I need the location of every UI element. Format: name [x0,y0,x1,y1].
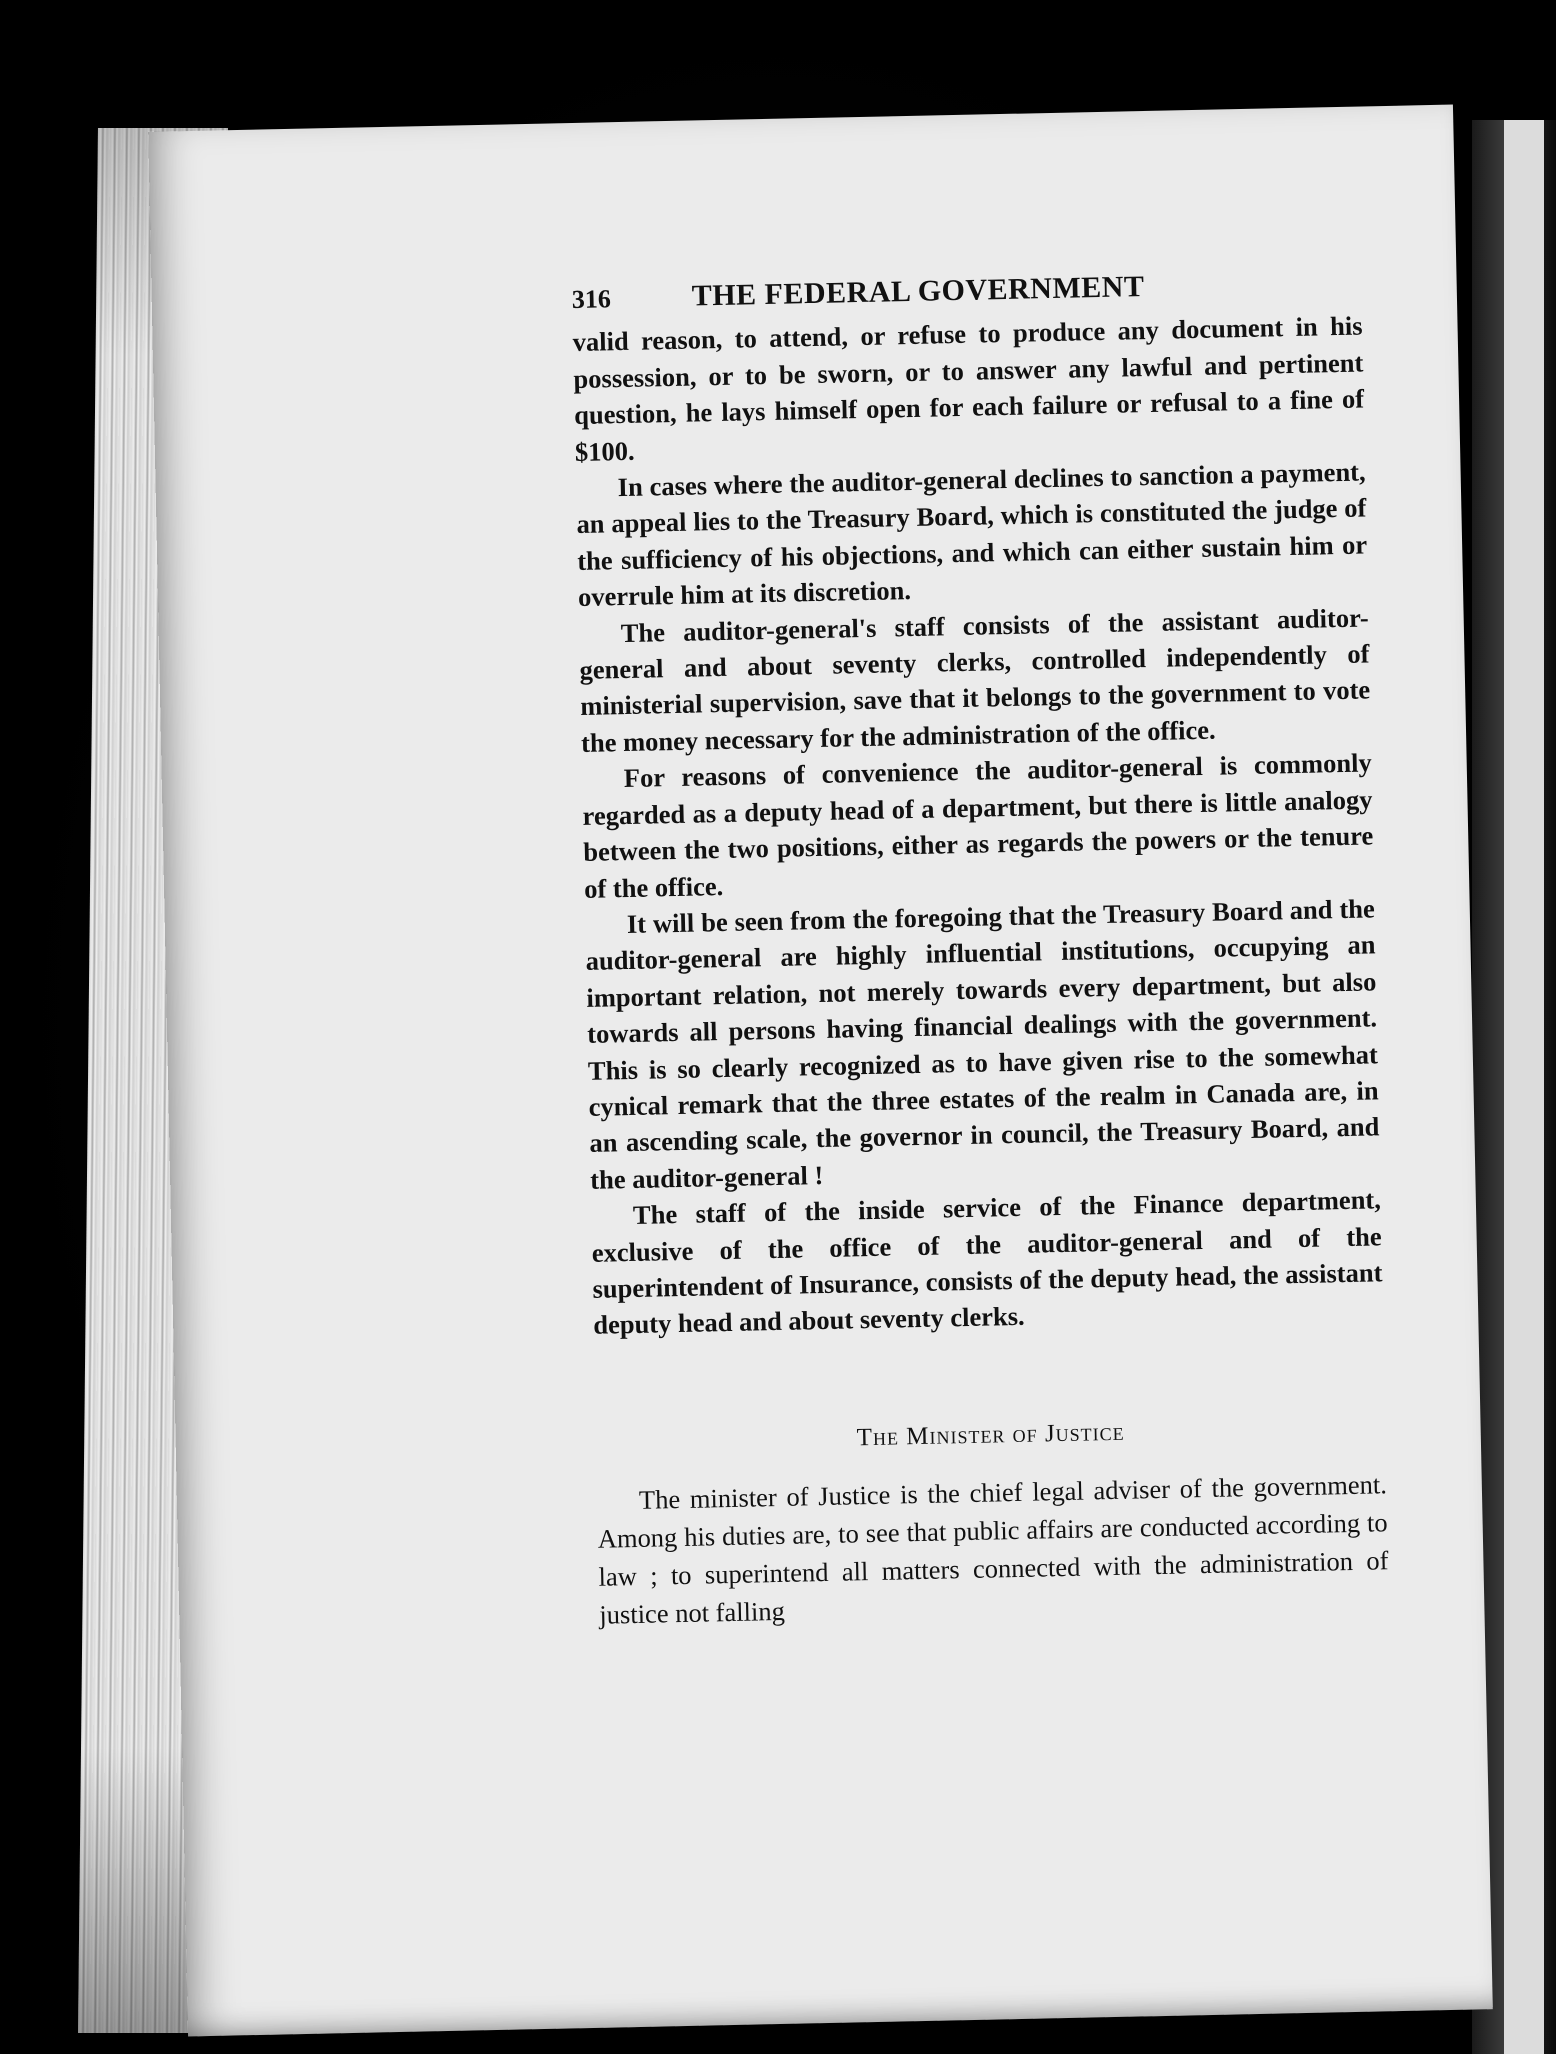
section-heading: The Minister of Justice [856,1418,1125,1452]
paragraph: For reasons of convenience the auditor-general is commonly regarded as a deputy head of a department, but there is little analogy between the two positions, either as regards the powers or the tenure of the office. [582,747,1374,904]
paragraph: The staff of the inside service of the Finance department, exclusive of the office of the auditor-general and of the superintendent of Insurance, consists of the deputy head, the assistant deputy head and about seventy clerks. [591,1184,1383,1341]
page-number: 316 [571,284,612,315]
section-paragraph: The minister of Justice is the chief legal adviser of the government. Among his duties are, to see that public affairs are conducted according to law ; to superintend all matters connected with the administration of justice not falling [597,1469,1389,1630]
paragraph: The auditor-general's staff consists of the assistant auditor-general and about seventy clerks, controlled independently of ministerial supervision, save that it belongs to the government to vote the money necessary for the administration of the office. [579,602,1371,758]
running-head: THE FEDERAL GOVERNMENT [691,270,1145,313]
paragraph: It will be seen from the foregoing that the Treasury Board and the auditor-general are highly influential institutions, occupying an important relation, not merely towards every department, but also towards all persons having financial dealings with the government. This is so clearly recognized as to have given rise to the somewhat cynical remark that the three estates of the realm in Canada are, in an ascending scale, the governor in council, the Treasury Board, and the auditor-general ! [585,893,1380,1195]
book-page [148,105,1493,2037]
paragraph: In cases where the auditor-general declines to sanction a payment, an appeal lies to the Treasury Board, which is constituted the judge of the sufficiency of his objections, and which can either sustain him or overrule him at its discretion. [576,456,1368,613]
paragraph: valid reason, to attend, or refuse to produce any document in his possession, or to be sworn, or to answer any lawful and pertinent question, he lays himself open for each failure or refusal to a fine of $100. [572,310,1365,467]
page-text [571,264,1389,1633]
